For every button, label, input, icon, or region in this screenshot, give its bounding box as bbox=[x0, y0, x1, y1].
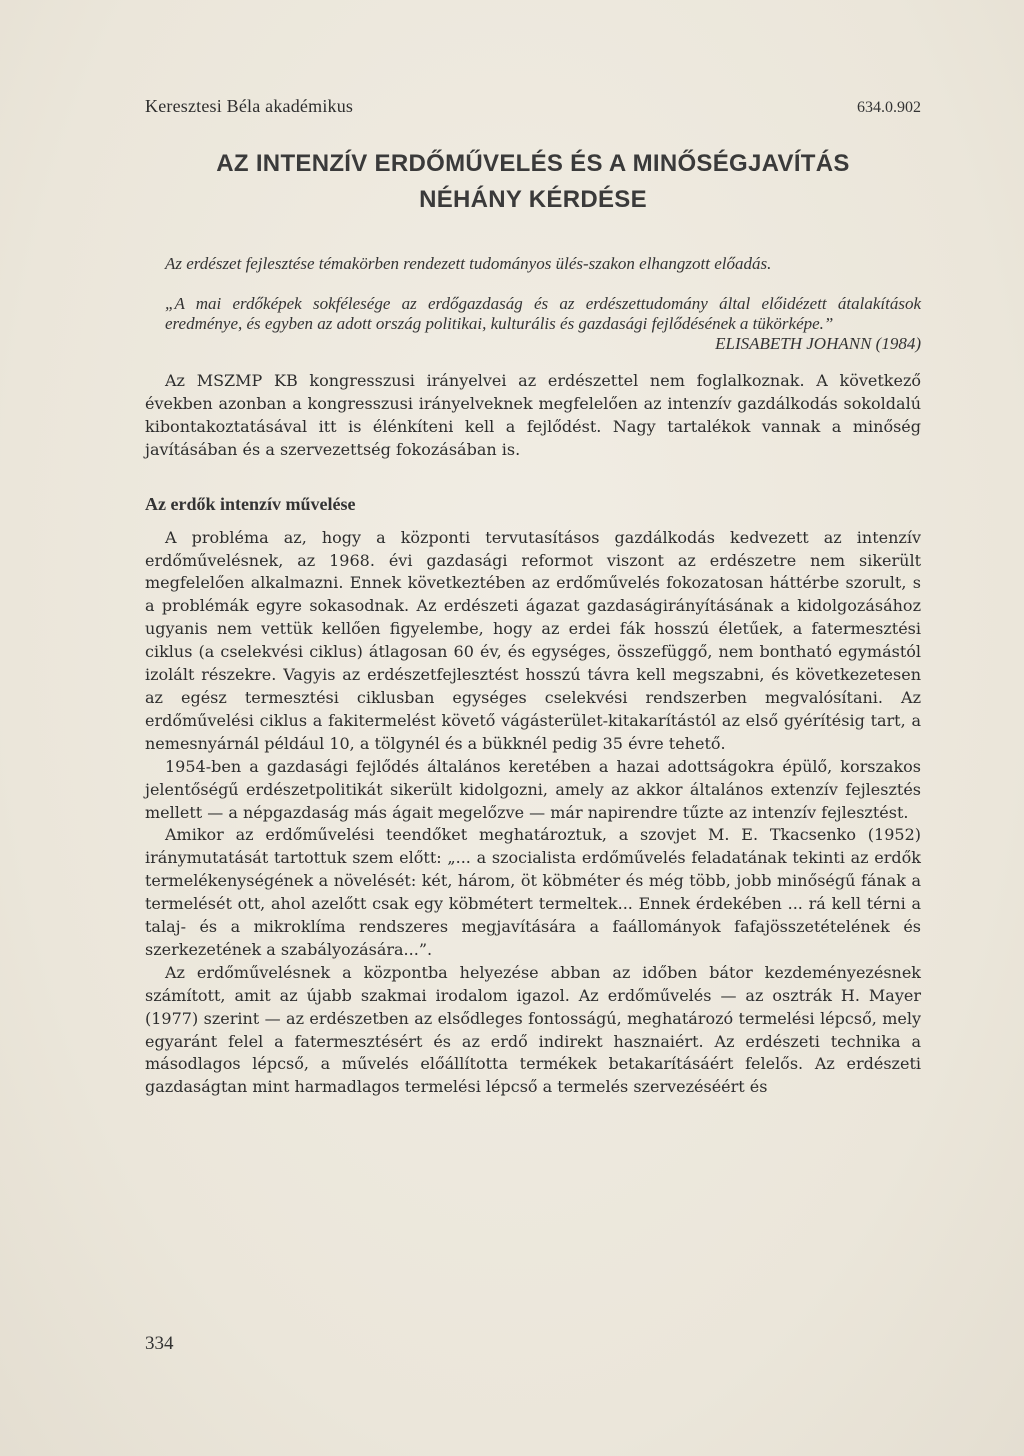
title-line-2: NÉHÁNY KÉRDÉSE bbox=[419, 186, 647, 213]
section-heading: Az erdők intenzív művelése bbox=[145, 493, 356, 514]
body-paragraph: Az erdőművelésnek a központba helyezése abban az időben bátor kezdeményezésnek számított, amit az újabb szakmai irodalom igazol. Az erdőművelés — az osztrák H. Mayer (1977) szerint — az erdészetben az elsődleges fontosságú, meghatározó termelési lépcső, mely egyaránt felel a fatermesztésért és az erdő indirekt hasznaiért. Az erdészeti technika a másodlagos lépcső, a művelés előállította termékek betakarításáért felelős. Az erdészeti gazdaságtan mint harmadlagos termelési lépcső a termelés szervezéséért és bbox=[145, 962, 921, 1097]
epigraph-attribution: ELISABETH JOHANN (1984) bbox=[715, 334, 921, 353]
epigraph-text: „A mai erdőképek sokfélesége az erdőgazdaság és az erdészettudomány által előidézett átalakítások eredménye, és egyben az adott ország politikai, kulturális és gazdasági fejlődésének a tükörképe.” bbox=[165, 294, 921, 333]
lecture-note: Az erdészet fejlesztése témakörben rendezett tudományos ülés-szakon elhangzott előadás. bbox=[165, 254, 772, 273]
intro-paragraph: Az MSZMP KB kongresszusi irányelvei az erdészettel nem foglalkoznak. A következő években azonban a kongresszusi irányelveknek megfelelően az intenzív gazdálkodás sokoldalú kibontakoztatásával itt is élénkíteni kell a fejlődést. Nagy tartalékok vannak a minőség javításában és a szervezettség fokozásában is. bbox=[145, 371, 921, 459]
author-name: Keresztesi Béla akadémikus bbox=[145, 96, 354, 116]
running-header bbox=[145, 96, 921, 130]
page-number: 334 bbox=[145, 1333, 174, 1354]
body-paragraph: 1954-ben a gazdasági fejlődés általános keretében a hazai adottságokra épülő, korszakos jelentőségű erdészetpolitikát sikerült kidolgozni, amely az akkor általános extenzív fejlesztés mellett — a népgazdaság más ágait megelőzve — már napirendre tűzte az intenzív fejlesztést. bbox=[145, 756, 921, 822]
body-paragraph: Amikor az erdőművelési teendőket meghatároztuk, a szovjet M. E. Tkacsenko (1952) iránymutatását tartottuk szem előtt: „... a szocialista erdőművelés feladatának tekinti az erdők termelékenységének a növelését: két, három, öt köbméter és még több, jobb minőségű fának a termelését ott, ahol azelőtt csak egy köbmétert termeltek... Ennek érdekében ... rá kell térni a talaj- és a mikroklíma rendszeres megjavítására a faállományok fafajösszetételének és szerkezetének a szabályozására...”. bbox=[145, 825, 921, 959]
body-paragraph: A probléma az, hogy a központi tervutasításos gazdálkodás kedvezett az intenzív erdőművelésnek, az 1968. évi gazdasági reformot viszont az erdészetre nem sikerült megfelelően alkalmazni. Ennek következtében az erdőművelés fokozatosan háttérbe szorult, s a problémák egyre sokasodnak. Az erdészeti ágazat gazdaságirányításának a kidolgozásához ugyanis nem vettük kellően figyelembe, hogy az erdei fák hosszú életűek, a fatermesztési ciklus (a cselekvési ciklus) átlagosan 60 év, és egységes, összefüggő, nem bontható egymástól izolált részekre. Vagyis az erdészetfejlesztést hosszú távra kell megszabni, és következetesen az egész termesztési ciklusban egységes cselekvési rendszerben megvalósítani. Az erdőművelési ciklus a fakitermelést követő vágásterület-kitakarítástól az első gyérítésig tart, a nemesnyárnál például 10, a tölgynél és a bükknél pedig 35 évre tehető. bbox=[145, 527, 921, 753]
epigraph bbox=[145, 294, 921, 354]
classification-code: 634.0.902 bbox=[857, 99, 921, 116]
title-line-1: AZ INTENZÍV ERDŐMŰVELÉS ÉS A MINŐSÉGJAVÍTÁS bbox=[216, 150, 850, 177]
article-title bbox=[145, 146, 921, 218]
